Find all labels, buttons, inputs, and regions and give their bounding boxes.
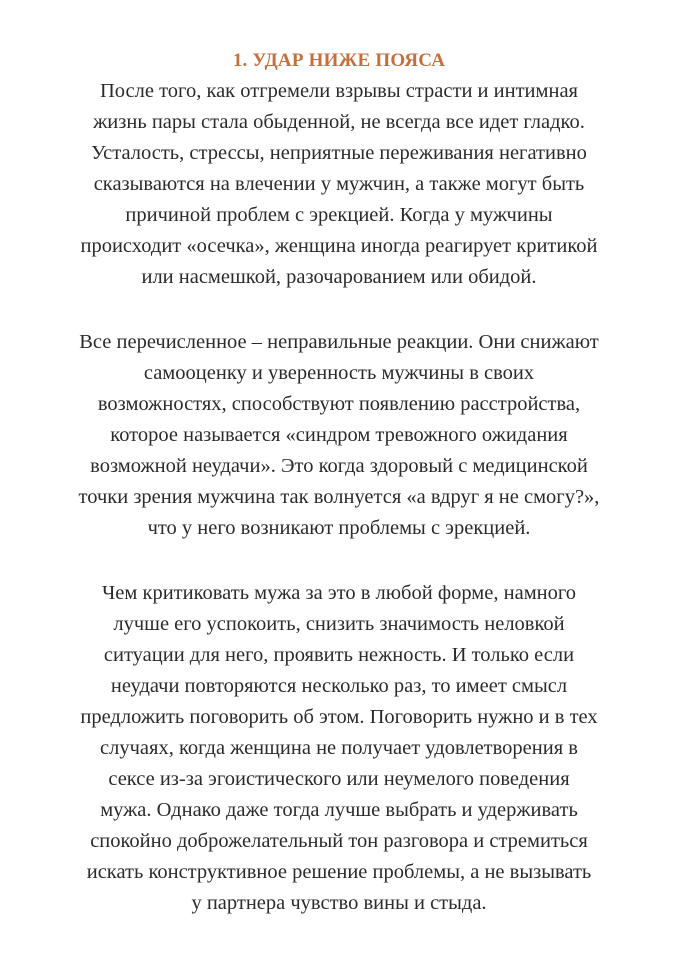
paragraph-line: ситуации для него, проявить нежность. И только если <box>103 644 575 666</box>
paragraph-line: сказываются на влечении у мужчин, а также могут быть <box>93 173 585 195</box>
paragraph-line: Чем критиковать мужа за это в любой форме, намного <box>101 582 577 604</box>
paragraph-line: сексе из-за эгоистического или неумелого поведения <box>108 768 570 790</box>
paragraph-line: что у него возникают проблемы с эрекцией. <box>147 517 531 539</box>
paragraph-2 <box>0 327 678 544</box>
paragraph-1 <box>0 76 678 293</box>
paragraph-line: спокойно доброжелательный тон разговора и стремиться <box>90 830 588 852</box>
paragraph-line: самооценку и уверенность мужчины в своих <box>143 362 535 384</box>
paragraph-line: или насмешкой, разочарованием или обидой. <box>141 266 537 288</box>
paragraph-line: неудачи повторяются несколько раз, то имеет смысл <box>110 675 568 697</box>
paragraph-line: у партнера чувство вины и стыда. <box>191 892 487 914</box>
paragraph-line: мужа. Однако даже тогда лучше выбрать и удерживать <box>100 799 578 821</box>
paragraph-line: которое называется «синдром тревожного ожидания <box>110 424 568 446</box>
paragraph-line: Усталость, стрессы, неприятные переживания негативно <box>91 142 587 164</box>
paragraph-line: происходит «осечка», женщина иногда реагирует критикой <box>80 235 598 257</box>
paragraph-line: жизнь пары стала обыденной, не всегда все идет гладко. <box>93 111 585 133</box>
paragraph-line: После того, как отгремели взрывы страсти и интимная <box>99 80 578 102</box>
section-heading: 1. УДАР НИЖЕ ПОЯСА <box>232 50 446 71</box>
paragraph-line: искать конструктивное решение проблемы, а не вызывать <box>86 861 592 883</box>
paragraph-line: Все перечисленное – неправильные реакции. Они снижают <box>79 331 599 353</box>
paragraph-line: случаях, когда женщина не получает удовлетворения в <box>100 737 578 759</box>
paragraph-line: возможной неудачи». Это когда здоровый с медицинской <box>90 455 588 477</box>
paragraph-line: предложить поговорить об этом. Поговорить нужно и в тех <box>80 706 598 728</box>
paragraph-line: точки зрения мужчина так волнуется «а вдруг я не смогу?», <box>78 486 600 508</box>
paragraph-line: причиной проблем с эрекцией. Когда у мужчины <box>125 204 553 226</box>
paragraph-line: возможностях, способствуют появлению расстройства, <box>97 393 581 415</box>
paragraph-line: лучше его успокоить, снизить значимость неловкой <box>113 613 565 635</box>
paragraph-3 <box>0 578 678 919</box>
